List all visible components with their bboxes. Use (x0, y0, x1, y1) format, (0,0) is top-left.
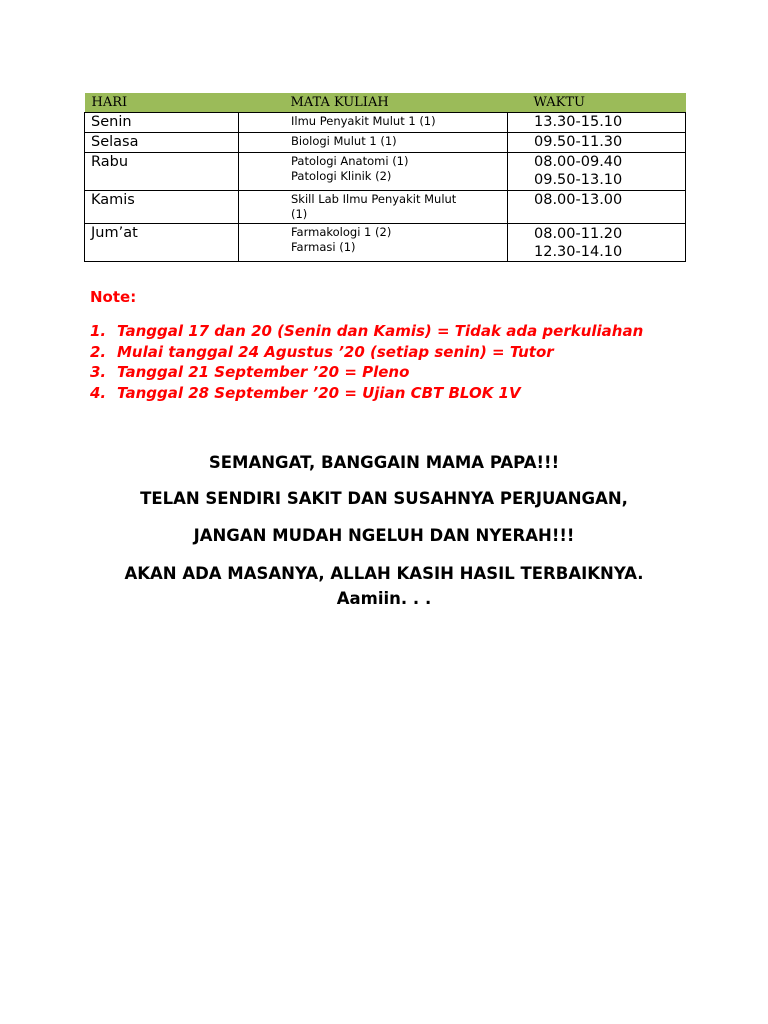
note-text: Tanggal 28 September ’20 = Ujian CBT BLOK 1V (117, 383, 521, 402)
note-title: Note: (90, 288, 137, 306)
day-cell: Selasa (85, 133, 239, 153)
motto-line-3: JANGAN MUDAH NGELUH DAN NYERAH!!! (193, 526, 575, 545)
day-cell: Rabu (85, 153, 239, 191)
motto-line-4: AKAN ADA MASANYA, ALLAH KASIH HASIL TERBAIKNYA. (124, 564, 644, 583)
day-cell: Jum’at (85, 224, 239, 262)
time-line: 09.50-13.10 (534, 172, 623, 188)
note-item (90, 342, 643, 363)
time-line: 08.00-09.40 (534, 154, 623, 170)
note-text: Tanggal 17 dan 20 (Senin dan Kamis) = Tidak ada perkuliahan (117, 322, 644, 340)
header-course: MATA KULIAH (239, 93, 508, 113)
course-cell (239, 113, 508, 133)
time-cell (508, 133, 686, 153)
course-cell (239, 191, 508, 224)
table-row (85, 153, 686, 191)
schedule-table (84, 93, 686, 262)
course-line: Farmakologi 1 (2) (291, 225, 392, 239)
course-line: Farmasi (1) (291, 240, 356, 254)
time-cell (508, 113, 686, 133)
day-cell: Senin (85, 113, 239, 133)
course-line: Patologi Klinik (2) (291, 169, 392, 183)
day-cell: Kamis (85, 191, 239, 224)
time-line: 13.30-15.10 (534, 114, 623, 130)
motto-line-5: Aamiin. . . (336, 589, 432, 608)
time-line: 08.00-13.00 (534, 192, 623, 208)
course-cell (239, 133, 508, 153)
time-line: 12.30-14.10 (534, 244, 623, 260)
note-number: 2. (90, 342, 107, 361)
note-number: 1. (90, 322, 107, 340)
course-cell (239, 153, 508, 191)
note-item (90, 383, 643, 404)
note-item (90, 362, 643, 383)
course-line: Skill Lab Ilmu Penyakit Mulut (291, 192, 457, 206)
note-list (90, 321, 643, 403)
course-line: (1) (291, 207, 308, 221)
time-cell (508, 191, 686, 224)
note-text: Tanggal 21 September ’20 = Pleno (117, 363, 410, 381)
header-time: WAKTU (508, 93, 686, 113)
course-line: Patologi Anatomi (1) (291, 154, 409, 168)
time-line: 08.00-11.20 (534, 226, 623, 242)
time-cell (508, 224, 686, 262)
course-line: Biologi Mulut 1 (1) (291, 134, 397, 148)
note-item (90, 321, 643, 342)
course-line: Ilmu Penyakit Mulut 1 (1) (291, 114, 436, 128)
table-row (85, 133, 686, 153)
note-number: 3. (90, 363, 107, 381)
motto-line-2: TELAN SENDIRI SAKIT DAN SUSAHNYA PERJUANGAN, (140, 489, 628, 508)
table-row (85, 224, 686, 262)
time-line: 09.50-11.30 (534, 134, 623, 150)
header-day: HARI (85, 93, 239, 113)
motto-line-1: SEMANGAT, BANGGAIN MAMA PAPA!!! (208, 453, 560, 472)
table-row (85, 191, 686, 224)
table-row (85, 113, 686, 133)
note-text: Mulai tanggal 24 Agustus ’20 (setiap senin) = Tutor (117, 342, 554, 361)
note-number: 4. (90, 383, 107, 402)
time-cell (508, 153, 686, 191)
course-cell (239, 224, 508, 262)
table-header-row (85, 93, 686, 113)
